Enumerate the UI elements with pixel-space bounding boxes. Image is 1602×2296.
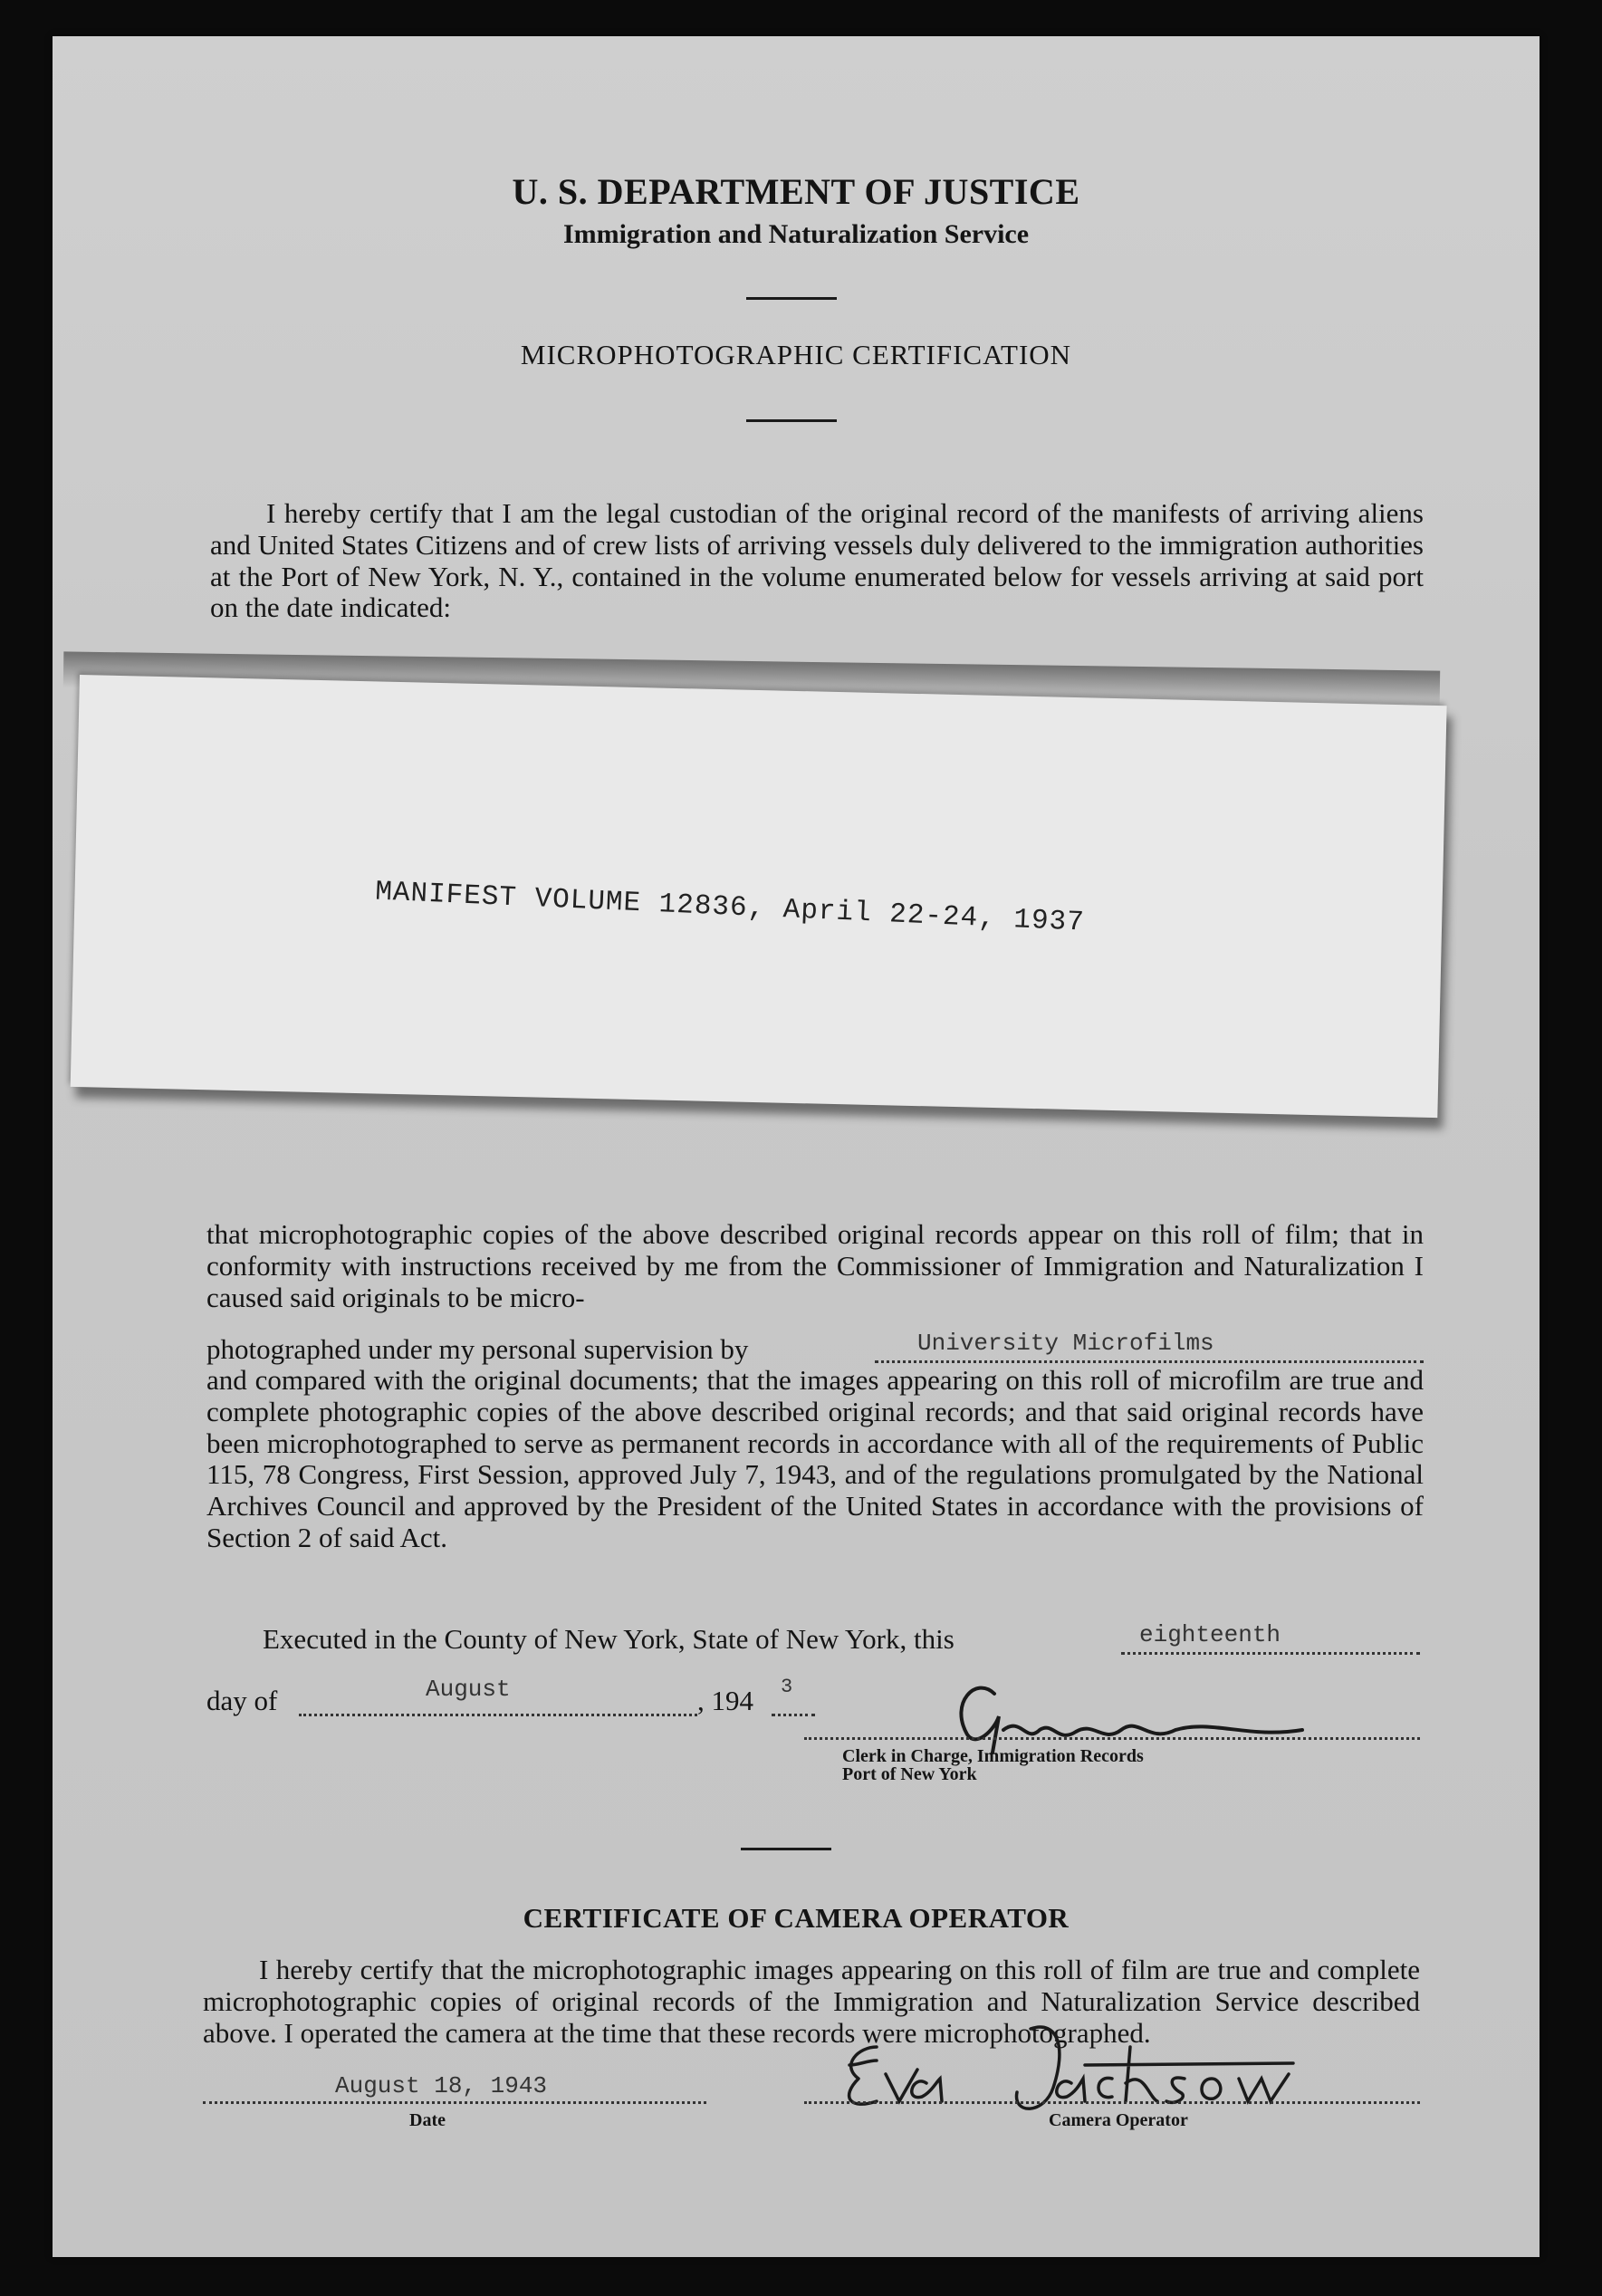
day-of-text: day of <box>206 1685 278 1716</box>
attached-slip <box>71 675 1447 1118</box>
date-dotted-line <box>203 2101 706 2104</box>
camera-operator-heading: CERTIFICATE OF CAMERA OPERATOR <box>523 1902 1070 1934</box>
date-value: August 18, 1943 <box>335 2072 548 2099</box>
certificate-document <box>53 36 1540 2257</box>
certification-title: MICROPHOTOGRAPHIC CERTIFICATION <box>520 339 1072 370</box>
photographer-line <box>206 1333 748 1366</box>
department-heading: U. S. DEPARTMENT OF JUSTICE <box>512 171 1080 212</box>
service-subheading: Immigration and Naturalization Service <box>562 219 1030 249</box>
divider <box>746 419 837 422</box>
photographer-dotted-line <box>875 1360 1424 1363</box>
clerk-title-2: Port of New York <box>842 1764 977 1784</box>
body-paragraph-1 <box>206 1219 1424 1313</box>
body-text-2: and compared with the original documents; that the images appearing on this roll of microfilm are true and complete photographic copies of the above described original records; and that said original records have been microphotographed to serve as permanent records in accordance with all of the requirements of Public 115, 78 Congress, First Session, approved July 7, 1943, and of the regulations promulgated by the National Archives Council and approved by the President of the United States in accordance with the provisions of Section 2 of said Act. <box>206 1364 1424 1553</box>
day-dotted-line <box>1121 1652 1420 1655</box>
intro-paragraph <box>210 498 1424 624</box>
year-prefix <box>697 1685 753 1717</box>
camera-operator-label: Camera Operator <box>1049 2110 1188 2130</box>
day-of-label <box>206 1685 277 1717</box>
divider <box>746 297 837 300</box>
clerk-signature-line <box>804 1737 1420 1740</box>
photographer-value: University Microfilms <box>917 1330 1214 1357</box>
month-dotted-line <box>299 1714 697 1716</box>
camera-operator-text: I hereby certify that the microphotographic images appearing on this roll of film are true and complete microphotographic copies of original records of the Immigration and Naturalization Service described above. I operated the camera at the time that these records were microphotographed. <box>203 1954 1420 2049</box>
date-label: Date <box>409 2110 446 2130</box>
body-text-1: that microphotographic copies of the above described original records appear on this roll of film; that in conformity with instructions received by me from the Commissioner of Immigration and Naturalization I caused said originals to be micro- <box>206 1218 1424 1313</box>
year-dotted-line <box>772 1714 815 1716</box>
operator-signature-line <box>804 2101 1420 2104</box>
month-value: August <box>426 1676 511 1703</box>
photographed-prefix: photographed under my personal supervision by <box>206 1333 749 1365</box>
body-paragraph-2 <box>206 1365 1424 1554</box>
executed-prefix: Executed in the County of New York, State of New York, this <box>263 1623 954 1655</box>
manifest-volume-text: MANIFEST VOLUME 12836, April 22-24, 1937 <box>374 876 1086 939</box>
divider <box>741 1848 831 1850</box>
executed-line <box>263 1623 954 1656</box>
year-prefix-text: , 194 <box>697 1685 753 1716</box>
day-value: eighteenth <box>1139 1621 1281 1648</box>
intro-text: I hereby certify that I am the legal custodian of the original record of the manifests of arriving aliens and United States Citizens and of crew lists of arriving vessels duly delivered to the immigration authorities at the Port of New York, N. Y., contained in the volume enumerated below for vessels arriving at said port on the date indicated: <box>210 497 1424 624</box>
clerk-title-1: Clerk in Charge, Immigration Records <box>842 1746 1144 1766</box>
year-digit: 3 <box>781 1676 793 1698</box>
